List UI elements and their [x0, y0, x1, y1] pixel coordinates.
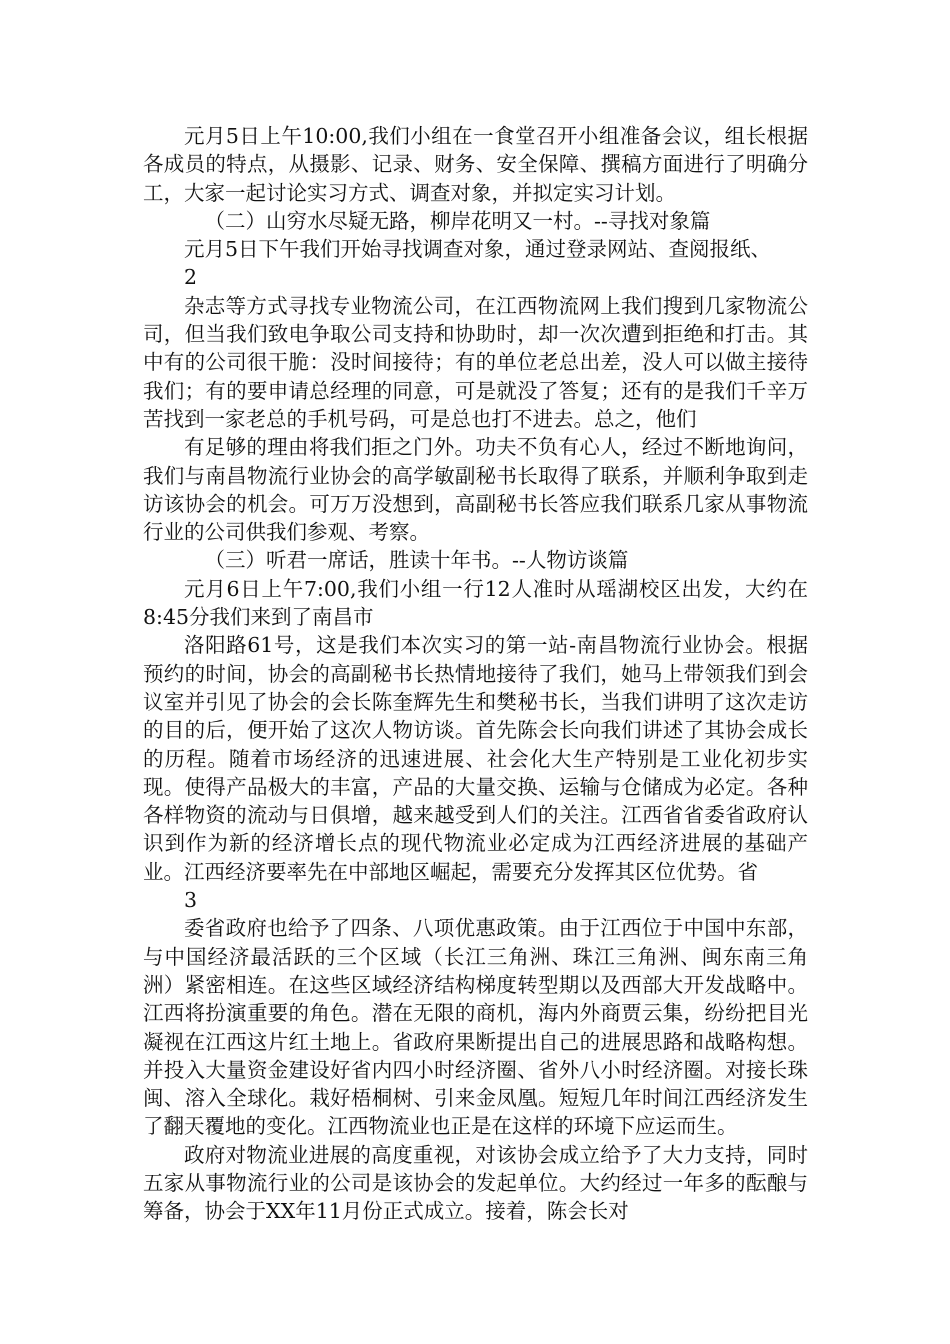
paragraph-prep-meeting: 元月5日上午10:00,我们小组在一食堂召开小组准备会议，组长根据各成员的特点，从摄影、记录、财务、安全保障、撰稿方面进行了明确分工，大家一起讨论实习方式、调查对象，并拟定实习计划。: [143, 124, 808, 205]
paragraph-interview-association: 洛阳路61号，这是我们本次实习的第一站-南昌物流行业协会。根据预约的时间，协会的高副秘书长热情地接待了我们，她马上带领我们到会议室并引见了协会的会长陈奎辉先生和樊秘书长，当我们讲明了这次走访的目的后，便开始了这次人物访谈。首先陈会长向我们讲述了其协会成长的历程。随着市场经济的迅速进展、社会化大生产特别是工业化初步实现。使得产品极大的丰富，产品的大量交换、运输与仓储成为必定。各种各样物资的流动与日俱增，越来越受到人们的关注。江西省省委省政府认识到作为新的经济增长点的现代物流业必定成为江西经济进展的基础产业。江西经济要率先在中部地区崛起，需要充分发挥其区位优势。省: [143, 633, 808, 884]
section-heading-2: （二）山穷水尽疑无路，柳岸花明又一村。--寻找对象篇: [204, 208, 711, 233]
paragraph-search-start: 元月5日下午我们开始寻找调查对象，通过登录网站、查阅报纸、: [184, 237, 772, 262]
page-number-2: 2: [184, 265, 198, 290]
page-number-3: 3: [184, 888, 198, 913]
paragraph-association-founding: 政府对物流业进展的高度重视，对该协会成立给予了大力支持，同时五家从事物流行业的公司是该协会的发起单位。大约经过一年多的酝酿与筹备，协会于XX年11月份正式成立。接着，陈会长对: [143, 1142, 808, 1224]
paragraph-province-policy: 委省政府也给予了四条、八项优惠政策。由于江西位于中国中东部，与中国经济最活跃的三个区域（长江三角洲、珠江三角洲、闽东南三角洲）紧密相连。在这些区域经济结构梯度转型期以及西部大开发战略中。江西将扮演重要的角色。潜在无限的商机，海内外商贾云集，纷纷把目光凝视在江西这片红土地上。省政府果断提出自己的进展思路和战略构想。并投入大量资金建设好省内四小时经济圈、省外八小时经济圈。对接长珠闽、溶入全球化。栽好梧桐树、引来金凤凰。短短几年时间江西经济发生了翻天覆地的变化。江西物流业也正是在这样的环境下应运而生。: [143, 916, 808, 1139]
paragraph-interview-departure: 元月6日上午7:00,我们小组一行12人准时从瑶湖校区出发，大约在8:45分我们来到了南昌市: [143, 576, 808, 630]
paragraph-search-success: 有足够的理由将我们拒之门外。功夫不负有心人，经过不断地询问，我们与南昌物流行业协会的高学敏副秘书长取得了联系，并顺利争取到走访该协会的机会。可万万没想到，高副秘书长答应我们联系几家从事物流行业的公司供我们参观、考察。: [143, 435, 808, 545]
paragraph-search-rejections: 杂志等方式寻找专业物流公司，在江西物流网上我们搜到几家物流公司，但当我们致电争取公司支持和协助时，却一次次遭到拒绝和打击。其中有的公司很干脆：没时间接待；有的单位老总出差，没人可以做主接待我们；有的要申请总经理的同意，可是就没了答复；还有的是我们千辛万苦找到一家老总的手机号码，可是总也打不进去。总之，他们: [143, 293, 808, 431]
document-body: [143, 122, 808, 1226]
section-heading-3: （三）听君一席话，胜读十年书。--人物访谈篇: [204, 548, 629, 573]
